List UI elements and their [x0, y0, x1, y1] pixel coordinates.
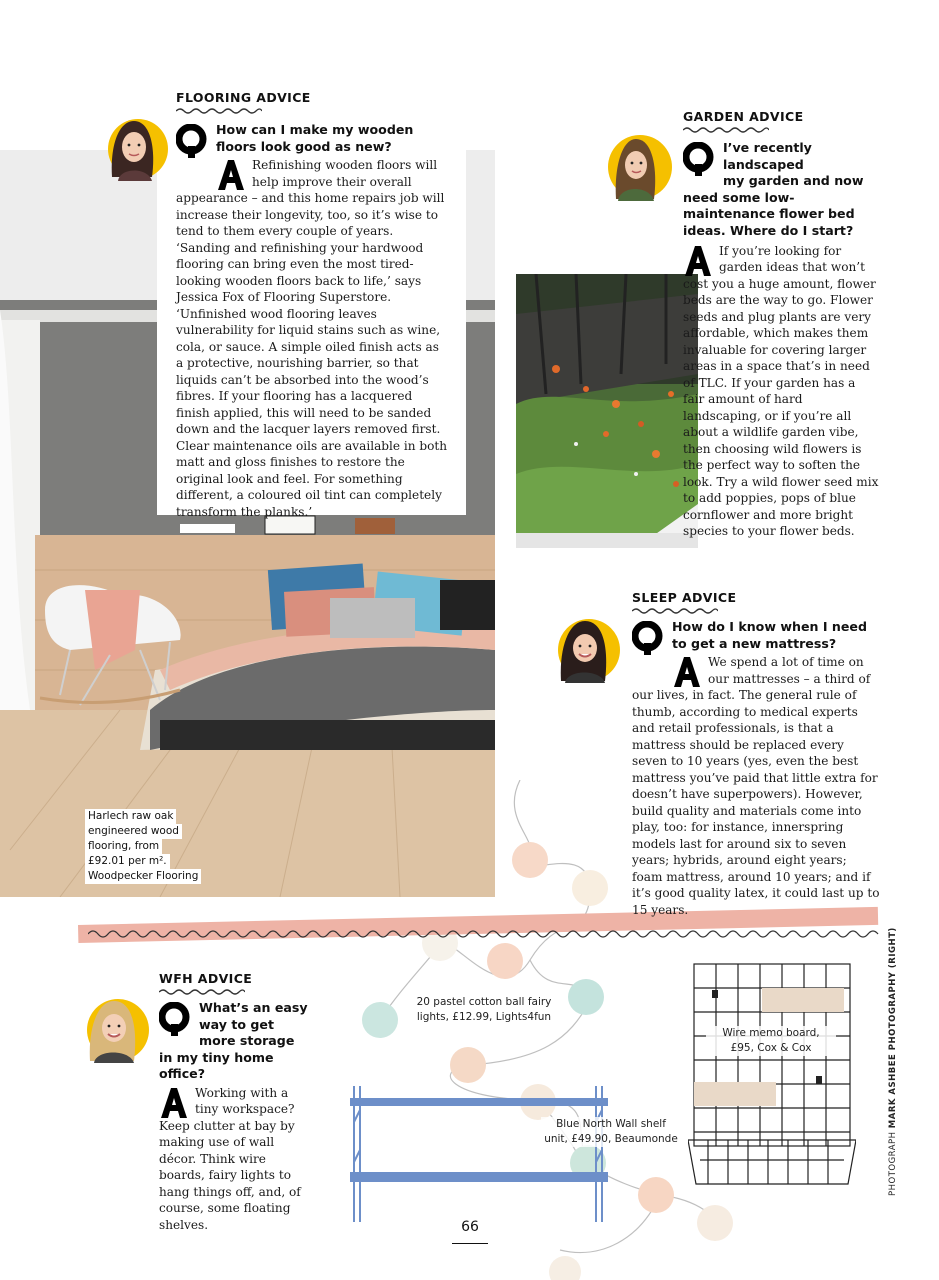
flooring-heading: FLOORING ADVICE: [176, 90, 311, 105]
heading-squiggle: [632, 607, 718, 615]
decorative-squiggle-line: [88, 928, 883, 940]
blue-shelf-caption: Blue North Wall shelf unit, £49.90, Beaumonde: [541, 1117, 681, 1147]
garden-photo-illustration: [516, 274, 698, 548]
garden-photo-shadow: [516, 533, 698, 548]
question-q-icon: [159, 1002, 193, 1036]
wfh-expert-avatar: [82, 997, 152, 1067]
heading-squiggle: [159, 988, 245, 996]
caption-line: Harlech raw oak: [85, 809, 176, 824]
sleep-heading: SLEEP ADVICE: [632, 590, 737, 605]
garden-heading: GARDEN ADVICE: [683, 109, 804, 124]
page-number-underline: [452, 1243, 488, 1244]
sleep-answer: We spend a lot of time on our mattresses – a third of our lives, in fact. The general rule of thumb, according to medical experts and retail professionals, is that a mattress should be replaced every seven to 10 years (yes, even the best mattress you’ve paid that little extra for doesn’t have superpowers). However, build quality and materials come into play, too: for instance, innerspring models last for around six to seven years; hybrids, around eight years; foam mattress, around 10 years; and if it’s good quality latex, it could last up to 15 years.: [632, 655, 880, 917]
question-q-icon: [176, 124, 210, 158]
page-number: 66: [461, 1219, 479, 1235]
caption-line: £92.01 per m².: [85, 854, 170, 869]
caption-line: engineered wood: [85, 824, 182, 839]
blue-shelf-illustration: [348, 1082, 614, 1224]
flooring-question: How can I make my wooden floors look good as new?: [216, 122, 414, 154]
wfh-qa: [159, 1000, 311, 1233]
sleep-question: How do I know when I need to get a new mattress?: [672, 619, 867, 651]
avatar-illustration: [553, 617, 623, 683]
answer-a-icon: [683, 246, 713, 276]
answer-a-icon: [159, 1088, 189, 1118]
avatar-illustration: [100, 117, 172, 181]
question-q-icon: [683, 142, 717, 176]
garden-photo: [516, 274, 698, 548]
flooring-qa: [176, 122, 448, 520]
wfh-question: What’s an easy way to get more storage in my tiny home office?: [159, 1000, 308, 1082]
wfh-answer: Working with a tiny workspace? Keep clutter at bay by making use of wall décor. Think wire boards, fairy lights to hang things off, and, of course, some floating shelves.: [159, 1085, 301, 1232]
garden-answer: If you’re looking for garden ideas that won’t cost you a huge amount, flower beds are the way to go. Flower seeds and plug plants are very affordable, which makes them invaluable for covering larger areas in a space that’s in need of TLC. If your garden has a fair amount of hard landscaping, or if you’re all about a wildlife garden vibe, then choosing wild flowers is the perfect way to soften the look. Try a wild flower seed mix to add poppies, pops of blue cornflower and more bright species to your flower beds.: [683, 243, 879, 539]
wire-memo-board-illustration: [688, 960, 856, 1188]
avatar-illustration: [606, 133, 674, 201]
caption-line: flooring, from: [85, 839, 162, 854]
heading-squiggle: [176, 107, 262, 115]
garden-expert-avatar: [606, 133, 674, 205]
garden-qa: [683, 140, 879, 540]
caption-line: Woodpecker Flooring: [85, 869, 201, 884]
sleep-qa: [632, 619, 880, 918]
garden-question: I’ve recently landscaped my garden and now need some low-maintenance flower bed ideas. Where do I start?: [683, 140, 864, 238]
answer-a-icon: [672, 657, 702, 687]
sleep-expert-avatar: [553, 617, 623, 687]
flooring-expert-avatar: [100, 117, 172, 185]
heading-squiggle: [683, 126, 769, 134]
flooring-answer: Refinishing wooden floors will help improve their overall appearance – and this home repairs job will increase their longevity, too, so it’s wise to tend to them every couple of years. ‘Sanding and refinishing your hardwood flooring can bring even the most tired-looking wooden floors back to life,’ says Jessica Fox of Flooring Superstore. ‘Unfinished wood flooring leaves vulnerability for liquid stains such as wine, cola, or sauce. A simple oiled finish acts as a protective, nourishing barrier, so that liquids can’t be absorbed into the wood’s fibres. If your flooring has a lacquered finish applied, this will need to be sanded down and the lacquer layers removed first. Clear maintenance oils are available in both matt and gloss finishes to restore the original look and feel. For something different, a coloured oil tint can completely transform the planks.’: [176, 158, 448, 519]
fairy-lights-caption: 20 pastel cotton ball fairy lights, £12.99, Lights4fun: [416, 996, 552, 1023]
flooring-photo-caption: [85, 809, 225, 884]
wfh-heading: WFH ADVICE: [159, 971, 253, 986]
photo-credit: PHOTOGRAPH MARK ASHBEE PHOTOGRAPHY (RIGHT): [888, 927, 898, 1196]
wire-memo-board-caption: Wire memo board, £95, Cox & Cox: [706, 1026, 836, 1056]
answer-a-icon: [216, 160, 246, 190]
avatar-illustration: [82, 997, 152, 1063]
question-q-icon: [632, 621, 666, 655]
